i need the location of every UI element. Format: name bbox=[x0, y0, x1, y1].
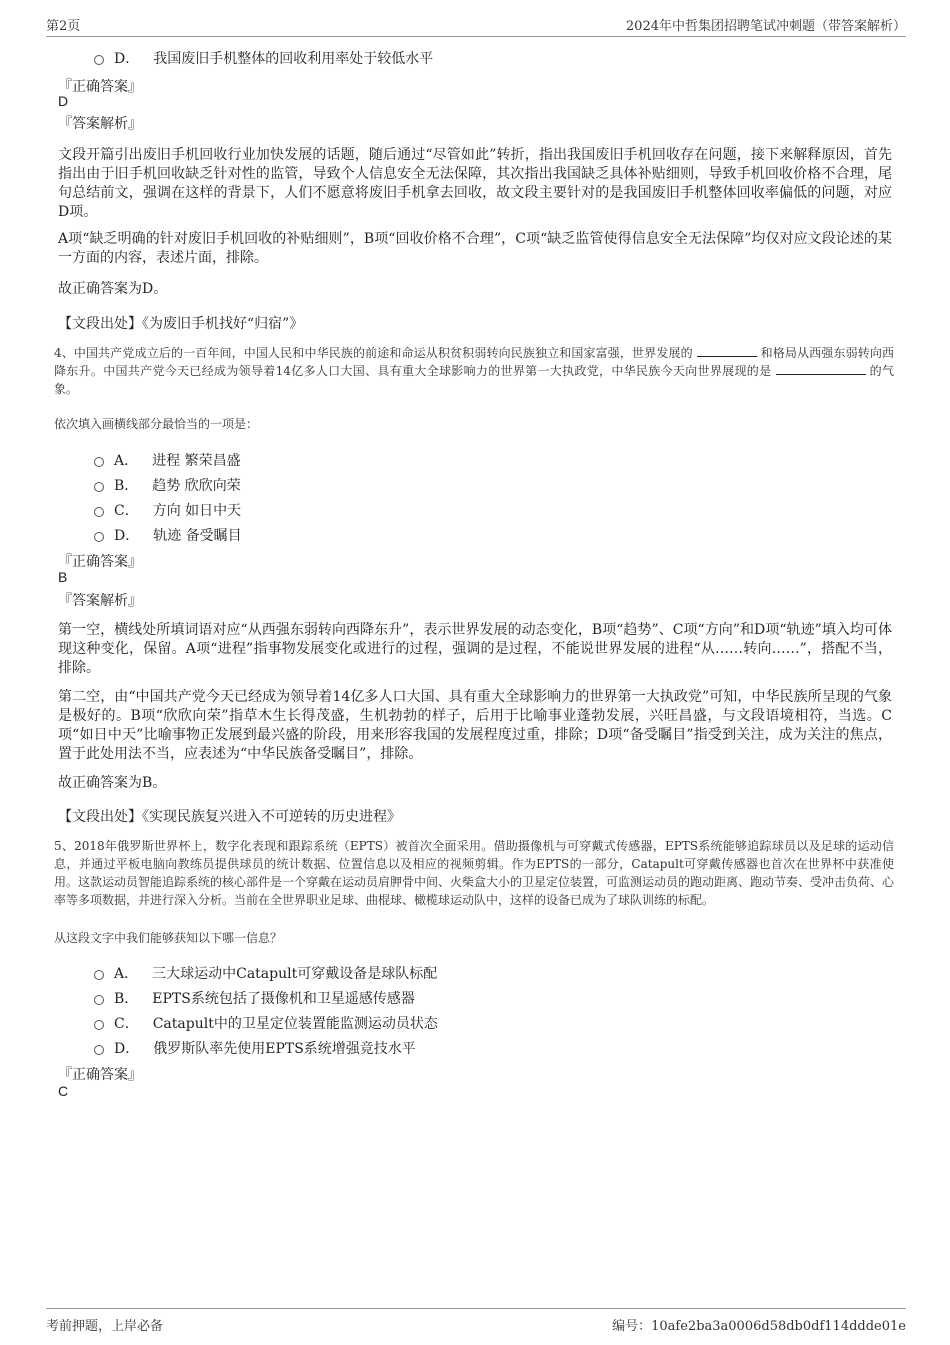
q3-option-d[interactable] bbox=[94, 48, 433, 68]
q3-answer: D bbox=[58, 93, 69, 109]
q4-option-a[interactable] bbox=[94, 450, 241, 470]
q4-stem-part-3: 的气象。 bbox=[54, 364, 894, 396]
q3-source: 【文段出处】《为废旧手机找好“归宿”》 bbox=[58, 316, 304, 332]
q5-option-c[interactable] bbox=[94, 1013, 438, 1033]
q4-answer-label: 『正确答案』 bbox=[58, 554, 142, 570]
q4-stem-part-1: 4、中国共产党成立后的一百年间，中国人民和中华民族的前途和命运从积贫积弱转向民族独立和国家富强，世界发展的 bbox=[54, 346, 693, 360]
option-text: Catapult中的卫星定位装置能监测运动员状态 bbox=[152, 1016, 438, 1032]
page-footer bbox=[46, 1308, 906, 1335]
q5-option-a[interactable] bbox=[94, 963, 437, 983]
q5-stem: 5、2018年俄罗斯世界杯上，数字化表现和跟踪系统（EPTS）被首次全面采用。借助摄像机与可穿戴式传感器，EPTS系统能够追踪球员以及足球的运动信息，并通过平板电脑向教练员提供球员的统计数据、位置信息以及相应的视频剪辑。作为EPTS的一部分，Catapult可穿戴传感器也首次在世界杯中获准使用。这款运动员智能追踪系统的核心部件是一个穿戴在运动员肩胛骨中间、火柴盒大小的卫星定位装置，可监测运动员的跑动距离、跑动节奏、受冲击负荷、心率等多项数据，并进行深入分析。当前在全世界职业足球、曲棍球、橄榄球运动队中，这样的设备已成为了球队训练的标配。 bbox=[54, 839, 895, 907]
q3-answer-label: 『正确答案』 bbox=[58, 79, 142, 95]
q3-analysis-paragraph-2: A项“缺乏明确的针对废旧手机回收的补贴细则”，B项“回收价格不合理”，C项“缺乏监管使得信息安全无法保障”均仅对应文段论述的某一方面的内容，表述片面，排除。 bbox=[58, 231, 892, 266]
option-text: 方向 如日中天 bbox=[152, 503, 242, 519]
q4-analysis-label: 『答案解析』 bbox=[58, 593, 142, 609]
q4-source: 【文段出处】《实现民族复兴进入不可逆转的历史进程》 bbox=[58, 809, 401, 825]
option-letter: B． bbox=[114, 991, 139, 1007]
q5-prompt: 从这段文字中我们能够获知以下哪一信息？ bbox=[54, 931, 283, 945]
option-text: 进程 繁荣昌盛 bbox=[152, 453, 241, 469]
q4-blank-1 bbox=[697, 344, 757, 357]
q4-blank-2 bbox=[776, 362, 866, 375]
page-header bbox=[46, 14, 906, 37]
q5-option-d[interactable] bbox=[94, 1038, 416, 1058]
q4-option-b[interactable] bbox=[94, 475, 241, 495]
radio-icon[interactable] bbox=[94, 482, 104, 492]
q4-option-d[interactable] bbox=[94, 525, 242, 545]
document-title: 2024年中哲集团招聘笔试冲刺题（带答案解析） bbox=[625, 18, 906, 34]
radio-icon[interactable] bbox=[94, 532, 104, 542]
option-letter: D． bbox=[114, 1041, 140, 1057]
radio-icon[interactable] bbox=[94, 1020, 104, 1030]
option-letter: A． bbox=[114, 453, 139, 469]
radio-icon[interactable] bbox=[94, 55, 104, 65]
q5-answer-label: 『正确答案』 bbox=[58, 1067, 142, 1083]
option-text: 轨迹 备受瞩目 bbox=[153, 528, 242, 544]
option-text: 趋势 欣欣向荣 bbox=[152, 478, 241, 494]
q3-analysis-label: 『答案解析』 bbox=[58, 116, 142, 132]
radio-icon[interactable] bbox=[94, 995, 104, 1005]
radio-icon[interactable] bbox=[94, 970, 104, 980]
q4-answer: B bbox=[58, 569, 68, 585]
q4-analysis-paragraph-3: 故正确答案为B。 bbox=[58, 775, 167, 791]
q4-stem-part-2: 和格局从西强东弱转向西降东升。中国共产党今天已经成为领导着14亿多人口大国、具有重大全球影响力的世界第一大执政党，中华民族今天向世界展现的是 bbox=[54, 346, 894, 378]
q3-analysis-paragraph-1: 文段开篇引出废旧手机回收行业加快发展的话题，随后通过“尽管如此”转折，指出我国废旧手机回收存在问题，接下来解释原因，首先指出由于旧手机回收缺乏针对性的监管，导致个人信息安全无法保障，其次指出我国缺乏具体补贴细则，导致手机回收价格不合理，尾句总结前文，强调在这样的背景下，人们不愿意将废旧手机拿去回收，故文段主要针对的是我国废旧手机整体回收率偏低的问题，对应D项。 bbox=[58, 147, 892, 220]
option-letter: D． bbox=[114, 51, 140, 67]
option-letter: B． bbox=[114, 478, 139, 494]
q4-prompt: 依次填入画横线部分最恰当的一项是： bbox=[54, 417, 259, 431]
q5-answer: C bbox=[58, 1083, 69, 1099]
option-letter: C． bbox=[114, 503, 139, 519]
option-text: EPTS系统包括了摄像机和卫星遥感传感器 bbox=[152, 991, 415, 1007]
option-letter: C． bbox=[114, 1016, 139, 1032]
q3-analysis-paragraph-3: 故正确答案为D。 bbox=[58, 281, 168, 297]
radio-icon[interactable] bbox=[94, 507, 104, 517]
footer-slogan: 考前押题，上岸必备 bbox=[46, 1318, 164, 1334]
document-serial: 编号：10afe2ba3a0006d58db0df114ddde01e bbox=[612, 1318, 906, 1334]
option-letter: A． bbox=[114, 966, 139, 982]
page-number: 第2页 bbox=[46, 18, 81, 34]
q5-option-b[interactable] bbox=[94, 988, 415, 1008]
radio-icon[interactable] bbox=[94, 1045, 104, 1055]
option-text: 三大球运动中Catapult可穿戴设备是球队标配 bbox=[152, 966, 438, 982]
q4-stem bbox=[54, 344, 894, 398]
q4-analysis-paragraph-2: 第二空，由“中国共产党今天已经成为领导着14亿多人口大国、具有重大全球影响力的世界第一大执政党”可知，中华民族所呈现的气象是极好的。B项“欣欣向荣”指草木生长得茂盛，生机勃勃的样子，后用于比喻事业蓬勃发展，兴旺昌盛，与文段语境相符，当选。C项“如日中天”比喻事物正发展到最兴盛的阶段，用来形容我国的发展程度过重，排除；D项“备受瞩目”指受到关注，成为关注的焦点，置于此处用法不当，应表述为“中华民族备受瞩目”，排除。 bbox=[58, 689, 892, 762]
q4-option-c[interactable] bbox=[94, 500, 241, 520]
option-text: 我国废旧手机整体的回收利用率处于较低水平 bbox=[153, 51, 434, 67]
option-letter: D． bbox=[114, 528, 140, 544]
radio-icon[interactable] bbox=[94, 457, 104, 467]
q4-analysis-paragraph-1: 第一空，横线处所填词语对应“从西强东弱转向西降东升”，表示世界发展的动态变化，B项“趋势”、C项“方向”和D项“轨迹”填入均可体现这种变化，保留。A项“进程”指事物发展变化或进行的过程，强调的是过程，不能说世界发展的进程“从……转向……”，搭配不当，排除。 bbox=[58, 622, 892, 676]
option-text: 俄罗斯队率先使用EPTS系统增强竞技水平 bbox=[153, 1041, 416, 1057]
